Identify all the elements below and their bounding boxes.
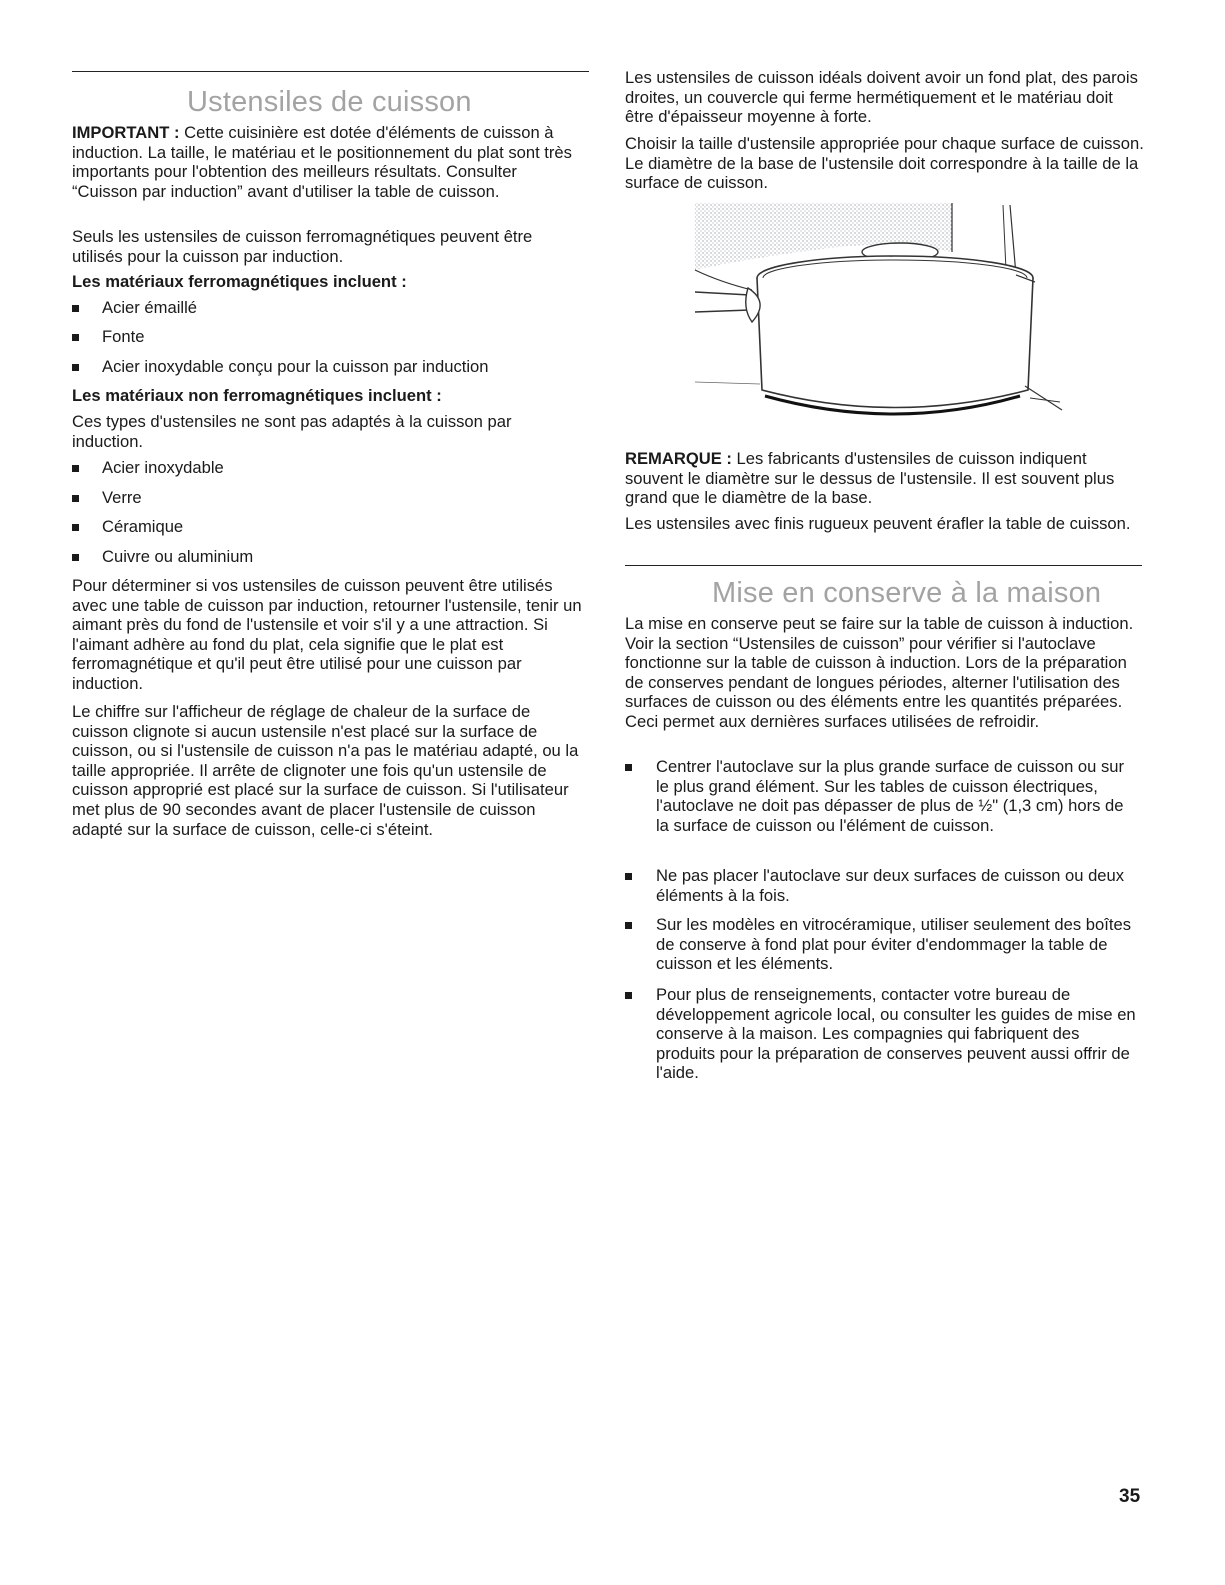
- display-blink-paragraph: Le chiffre sur l'afficheur de réglage de chaleur de la surface de cuisson clignote si aucun ustensile n'est placé sur la surface de cuisson, ou si l'ustensile de cuisson n'a pas le matériau adapté, ou la taille appropriée. Il arrête de clignoter une fois qu'un ustensile de cuisson approprié est placé sur la surface de cuisson. Si l'utilisateur met plus de 90 secondes avant de placer l'ustensile de cuisson adapté sur la surface de cuisson, celle-ci s'éteint.: [72, 702, 579, 839]
- bullet-square-icon: [72, 524, 79, 531]
- ideal-cookware-paragraph: Les ustensiles de cuisson idéals doivent avoir un fond plat, des parois droites, un couvercle qui ferme hermétiquement et le matériau doit être d'épaisseur moyenne à forte.: [625, 68, 1138, 127]
- remarque-paragraph: [625, 449, 1145, 508]
- important-text: Cette cuisinière est dotée d'éléments de cuisson à induction. La taille, le matériau et le positionnement du plat sont très importants pour l'obtention des meilleurs résultats. Consulter “Cuisson par induction” avant d'utiliser la table de cuisson.: [72, 123, 572, 201]
- bullet-square-icon: [625, 992, 632, 999]
- bullet-square-icon: [625, 764, 632, 771]
- bullet-square-icon: [625, 873, 632, 880]
- section-heading-cookware: Ustensiles de cuisson: [187, 86, 472, 118]
- ferromagnetic-paragraph: Seuls les ustensiles de cuisson ferromagnétiques peuvent être utilisés pour la cuisson par induction.: [72, 227, 533, 266]
- important-paragraph: [72, 123, 587, 201]
- bullet-square-icon: [72, 364, 79, 371]
- section-rule-right: [625, 565, 1142, 566]
- magnet-test-paragraph: Pour déterminer si vos ustensiles de cuisson peuvent être utilisés avec une table de cuisson par induction, retourner l'ustensile, tenir un aimant près du fond de l'ustensile et voir s'il y a une attraction. Si l'aimant adhère au fond du plat, cela signifie que le plat est ferromagnétique et qu'il peut être utilisé pour une cuisson par induction.: [72, 576, 582, 693]
- cookware-size-paragraph: Choisir la taille d'ustensile appropriée pour chaque surface de cuisson. Le diamètre de la base de l'ustensile doit correspondre à la taille de la surface de cuisson.: [625, 134, 1144, 193]
- pot-on-cooktop-illustration: [690, 200, 1080, 440]
- section-rule-left: [72, 71, 589, 72]
- rough-finish-paragraph: Les ustensiles avec finis rugueux peuvent érafler la table de cuisson.: [625, 514, 1131, 533]
- important-label: IMPORTANT :: [72, 123, 180, 142]
- canning-paragraph: La mise en conserve peut se faire sur la table de cuisson à induction. Voir la section “Ustensiles de cuisson” pour vérifier si l'autoclave fonctionne sur la table de cuisson à induction. Lors de la préparation de conserves pendant de longues périodes, alterner l'utilisation des surfaces de cuisson ou des éléments entre les quantités préparées. Ceci permet aux dernières surfaces utilisées de refroidir.: [625, 614, 1134, 731]
- non-ferromagnetic-intro: Ces types d'ustensiles ne sont pas adaptés à la cuisson par induction.: [72, 412, 512, 451]
- bullet-square-icon: [72, 495, 79, 502]
- page-number: 35: [1119, 1486, 1141, 1507]
- ferromagnetic-heading: Les matériaux ferromagnétiques incluent :: [72, 272, 407, 291]
- bullet-square-icon: [72, 465, 79, 472]
- bullet-square-icon: [72, 334, 79, 341]
- bullet-square-icon: [72, 554, 79, 561]
- bullet-square-icon: [625, 922, 632, 929]
- remarque-label: REMARQUE :: [625, 449, 732, 468]
- bullet-square-icon: [72, 305, 79, 312]
- non-ferromagnetic-heading: Les matériaux non ferromagnétiques incluent :: [72, 386, 442, 405]
- remarque-text: Les fabricants d'ustensiles de cuisson indiquent souvent le diamètre sur le dessus de l'ustensile. Il est souvent plus grand que le diamètre de la base.: [625, 449, 1115, 508]
- section-heading-canning: Mise en conserve à la maison: [712, 577, 1102, 609]
